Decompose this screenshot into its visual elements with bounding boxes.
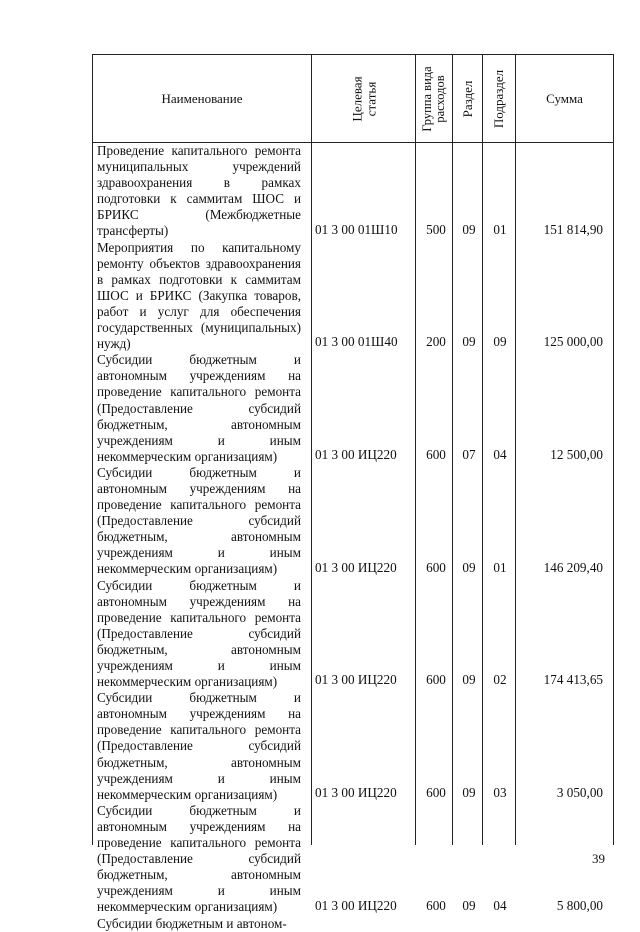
row-sum: 12 500,00: [550, 446, 603, 462]
row-name: Субсидии бюджетным и автономным учреждениям на проведение капитального ремонта (Предоставление субсидий бюджетным, автономным учреждениям и иным некоммерческим организациям): [97, 352, 301, 464]
row-article-code: 01 3 00 01Ш10: [315, 221, 398, 237]
row-group: 600: [426, 672, 446, 688]
header-section: Раздел: [459, 80, 475, 117]
table-row: [93, 352, 613, 465]
table-body: [93, 143, 613, 932]
row-sum: 5 800,00: [556, 897, 603, 913]
row-section: 09: [462, 221, 476, 237]
table-header: [93, 55, 613, 143]
header-group-cell: [415, 55, 452, 142]
table-row: [93, 578, 613, 691]
row-section: 09: [462, 897, 476, 913]
row-name: Субсидии бюджетным и автоном-: [97, 915, 287, 931]
row-section: 09: [462, 334, 476, 350]
row-section: 09: [462, 784, 476, 800]
table-row: [93, 916, 613, 932]
row-subsection: 02: [493, 672, 507, 688]
row-sum: 174 413,65: [543, 672, 603, 688]
header-sum: Сумма: [546, 90, 583, 106]
row-group: 600: [426, 559, 446, 575]
row-subsection: 09: [493, 334, 507, 350]
header-section-cell: [452, 55, 482, 142]
row-sum: 125 000,00: [543, 334, 603, 350]
row-subsection: 04: [493, 897, 507, 913]
row-name: Мероприятия по капитальному ремонту объектов здравоохранения в рамках подготовки к саммитам ШОС и БРИКС (Закупка товаров, работ и услуг для обеспечения государственных (муниципальных) нужд): [97, 239, 301, 352]
row-subsection: 01: [493, 221, 507, 237]
row-article-code: 01 3 00 ИЦ220: [315, 446, 397, 462]
row-article-code: 01 3 00 ИЦ220: [315, 559, 397, 575]
header-group-line2: расходов: [433, 74, 447, 123]
header-article-line2: статья: [362, 81, 378, 116]
table-row: [93, 690, 613, 803]
row-subsection: 03: [493, 784, 507, 800]
row-subsection: 04: [493, 446, 507, 462]
page-number: 39: [592, 851, 605, 866]
row-article-code: 01 3 00 ИЦ220: [315, 897, 397, 913]
row-article-code: 01 3 00 ИЦ220: [315, 672, 397, 688]
row-section: 07: [462, 446, 476, 462]
row-group: 600: [426, 897, 446, 913]
header-subsection: Подраздел: [491, 69, 507, 128]
table-row: [93, 143, 613, 240]
row-sum: 151 814,90: [543, 221, 603, 237]
row-group: 200: [426, 334, 446, 350]
header-article-line1: Целевая: [348, 75, 364, 122]
row-group: 500: [426, 221, 446, 237]
header-group-line1: Группа вида: [419, 65, 434, 132]
row-name: Проведение капитального ремонта муниципальных учреждений здравоохранения в рамках подготовки к саммитам ШОС и БРИКС (Межбюджетные трансферты): [97, 143, 301, 239]
header-name-cell: [93, 55, 311, 142]
header-name: Наименование: [161, 90, 243, 106]
row-article-code: 01 3 00 01Ш40: [315, 334, 398, 350]
row-article-code: 01 3 00 ИЦ220: [315, 784, 397, 800]
row-group: 600: [426, 446, 446, 462]
row-subsection: 01: [493, 559, 507, 575]
row-section: 09: [462, 672, 476, 688]
header-group: [421, 66, 447, 131]
row-sum: 146 209,40: [543, 559, 603, 575]
row-sum: 3 050,00: [556, 784, 603, 800]
table-row: [93, 803, 613, 916]
row-name: Субсидии бюджетным и автономным учреждениям на проведение капитального ремонта (Предоставление субсидий бюджетным, автономным учреждениям и иным некоммерческим организациям): [97, 464, 301, 577]
row-name: Субсидии бюджетным и автономным учреждениям на проведение капитального ремонта (Предоставление субсидий бюджетным, автономным учреждениям и иным некоммерческим организациям): [97, 577, 301, 690]
header-article-cell: [311, 55, 415, 142]
header-subsection-cell: [482, 55, 515, 142]
row-name: Субсидии бюджетным и автономным учреждениям на проведение капитального ремонта (Предоставление субсидий бюджетным, автономным учреждениям и иным некоммерческим организациям): [97, 802, 301, 915]
table-row: [93, 240, 613, 353]
table-row: [93, 465, 613, 578]
header-article: [350, 76, 377, 121]
row-section: 09: [462, 559, 476, 575]
row-name: Субсидии бюджетным и автономным учреждениям на проведение капитального ремонта (Предоставление субсидий бюджетным, автономным учреждениям и иным некоммерческим организациям): [97, 690, 301, 802]
header-sum-cell: [515, 55, 613, 142]
row-group: 600: [426, 784, 446, 800]
